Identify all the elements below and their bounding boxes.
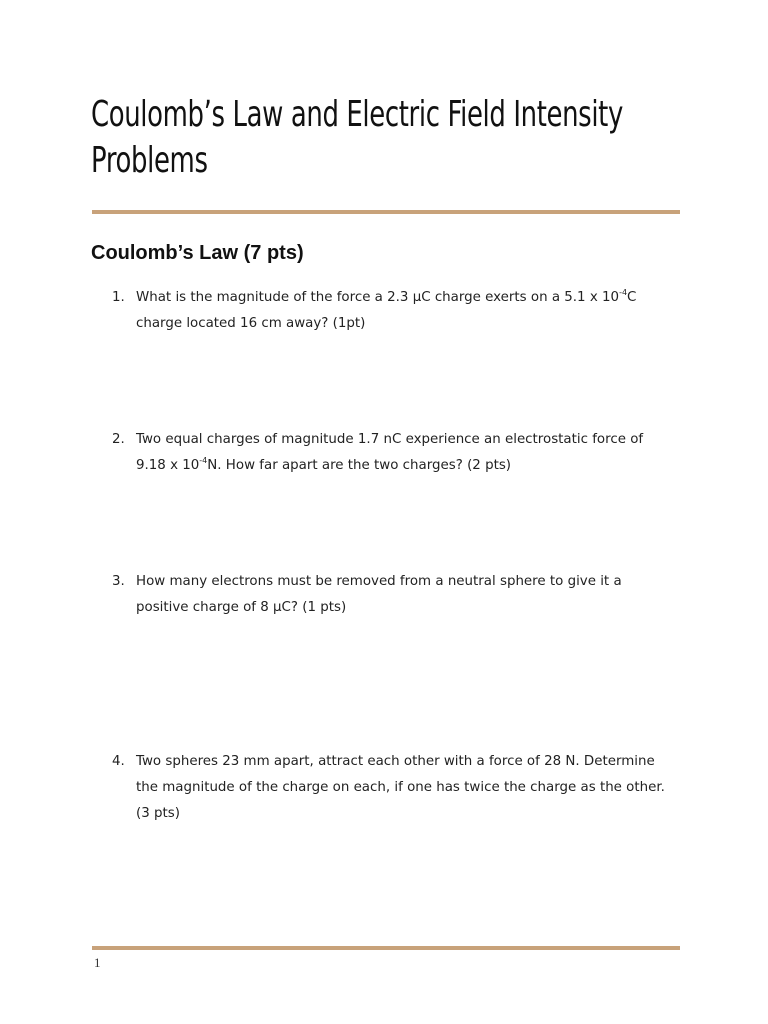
question-number: 3. [112,574,125,589]
question-3 [112,569,672,621]
question-number: 1. [112,290,125,305]
page-number: 1 [94,955,101,970]
question-text [136,427,672,479]
question-text-start: What is the magnitude of the force a 2.3 μC charge exerts on a 5.1 x 10 [136,290,620,305]
question-text-end: C charge located 16 cm away? (1pt) [136,290,637,331]
exponent: -4 [199,456,208,465]
question-text: Two spheres 23 mm apart, attract each other with a force of 28 N. Determine the magnitude of the charge on each, if one has twice the charge as the other. (3 pts) [136,754,665,821]
question-1 [112,285,672,337]
question-number: 2. [112,432,125,447]
page-title: Coulomb’s Law and Electric Field Intensity Problems [91,94,623,181]
exponent: -4 [619,288,628,297]
header-divider [92,210,680,214]
question-text [136,285,672,337]
question-text-start: Two equal charges of magnitude 1.7 nC experience an electrostatic force of 9.18 x 10 [136,432,644,473]
question-text-end: N. How far apart are the two charges? (2 pts) [207,458,512,473]
question-number: 4. [112,754,125,769]
question-4 [112,749,672,827]
question-2 [112,427,672,479]
footer-divider [92,946,680,950]
question-text: How many electrons must be removed from a neutral sphere to give it a positive charge of 8 μC? (1 pts) [136,574,622,615]
section-heading: Coulomb’s Law (7 pts) [91,242,304,264]
